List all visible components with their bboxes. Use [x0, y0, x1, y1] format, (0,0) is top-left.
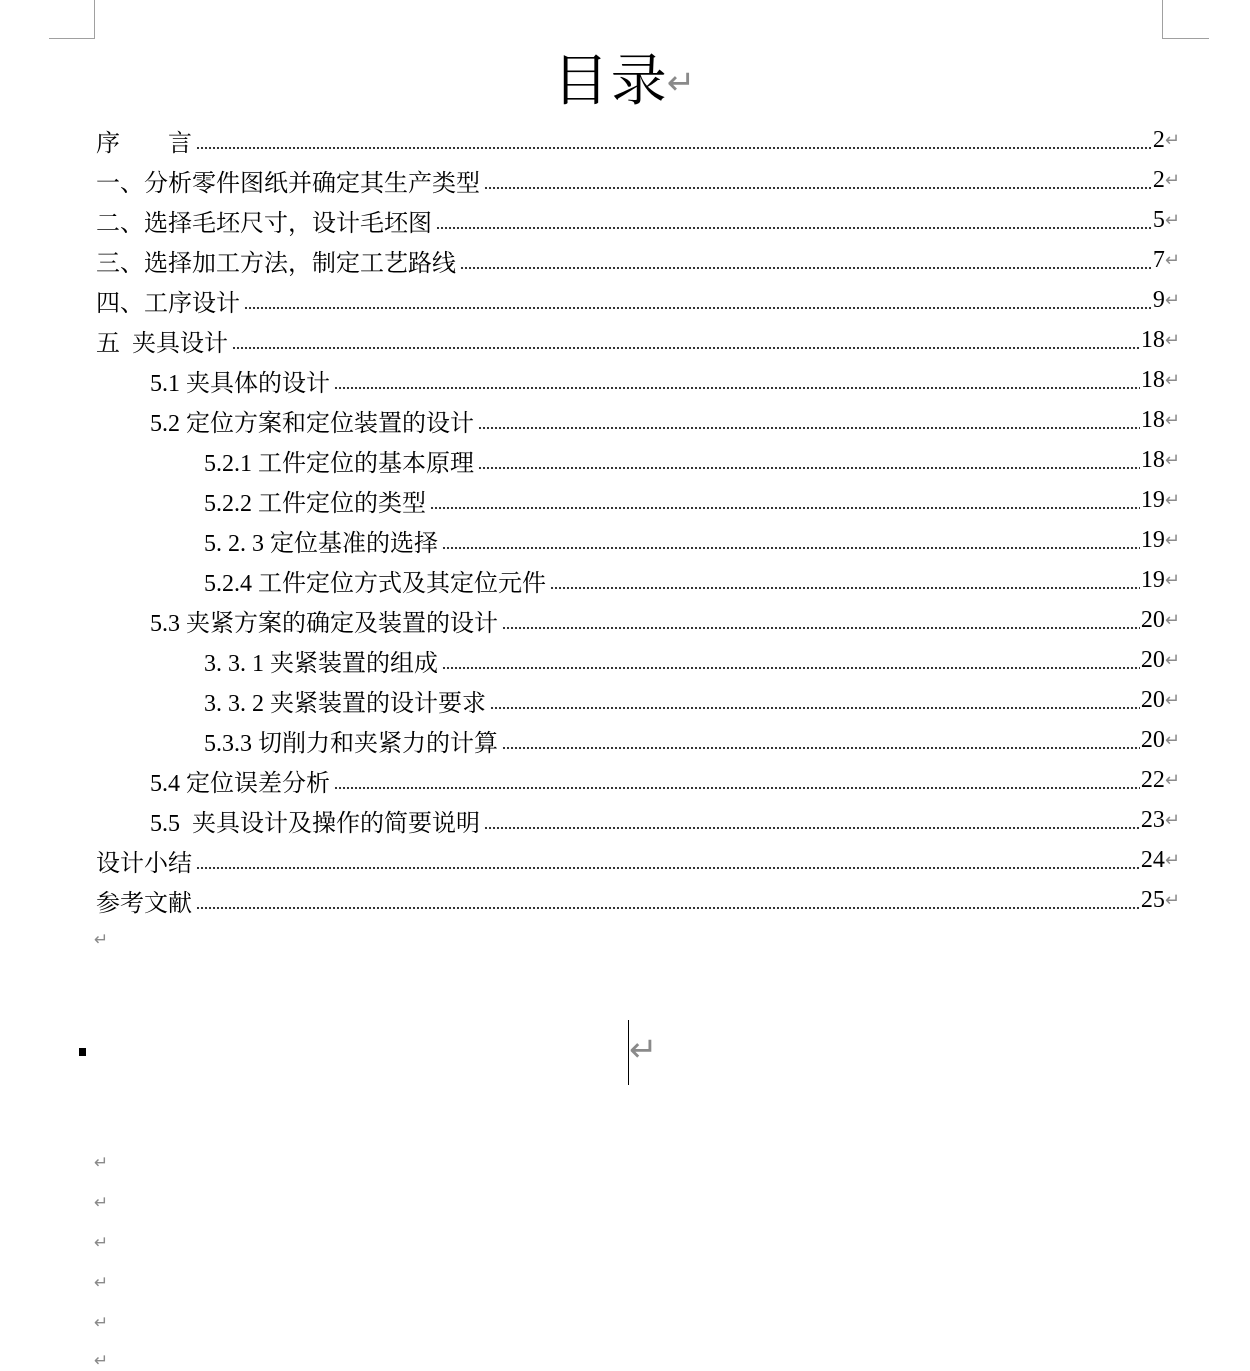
toc-entry-label: 五 夹具设计 — [96, 330, 228, 357]
paragraph-mark-icon: ↵ — [94, 1273, 109, 1293]
toc-entry-label: 3. 3. 2 夹紧装置的设计要求 — [204, 690, 486, 717]
toc-entry-label: 5.2 定位方案和定位装置的设计 — [150, 410, 474, 437]
paragraph-mark-icon: ↵ — [1164, 769, 1180, 791]
toc-entry-page: 19 — [1140, 486, 1165, 513]
dot-leader — [442, 648, 1140, 672]
toc-entry-label: 5.2.4 工件定位方式及其定位元件 — [204, 570, 546, 597]
paragraph-mark-icon: ↵ — [1164, 889, 1180, 911]
dot-leader — [502, 728, 1140, 752]
paragraph-mark-icon: ↵ — [1164, 449, 1180, 471]
toc-entry[interactable] — [96, 200, 1180, 240]
dot-leader — [334, 768, 1140, 792]
paragraph-mark-icon: ↵ — [1164, 809, 1180, 831]
toc-entry[interactable] — [96, 880, 1180, 920]
dot-leader — [244, 288, 1152, 312]
paragraph-mark-icon: ↵ — [94, 1153, 109, 1173]
toc-entry[interactable] — [96, 160, 1180, 200]
dot-leader — [460, 248, 1152, 272]
paragraph-mark-icon: ↵ — [1164, 169, 1180, 191]
toc-entry-page: 2 — [1152, 166, 1165, 193]
dot-leader — [196, 848, 1140, 872]
toc-title — [0, 44, 1250, 121]
section-break-bullet-icon — [79, 1048, 86, 1056]
toc-entry-page: 19 — [1140, 566, 1165, 593]
paragraph-mark-icon: ↵ — [94, 1233, 109, 1253]
toc-entry-page: 18 — [1140, 406, 1165, 433]
paragraph-mark-icon: ↵ — [1164, 329, 1180, 351]
dot-leader — [502, 608, 1140, 632]
toc-entry-label: 设计小结 — [96, 850, 192, 877]
paragraph-mark-icon: ↵ — [1164, 689, 1180, 711]
toc-entry-label: 5. 2. 3 定位基准的选择 — [204, 530, 438, 557]
page-corner-mark-top-right — [1162, 0, 1209, 39]
toc-entry-label: 三、选择加工方法，制定工艺路线 — [96, 250, 456, 277]
dot-leader — [478, 448, 1140, 472]
toc-entry-page: 22 — [1140, 766, 1165, 793]
toc-entry[interactable] — [150, 400, 1180, 440]
paragraph-mark-icon: ↵ — [94, 1313, 109, 1333]
toc-entry[interactable] — [96, 120, 1180, 160]
paragraph-mark-icon: ↵ — [1164, 369, 1180, 391]
toc-entry-page: 2 — [1152, 126, 1165, 153]
toc-entry-page: 25 — [1140, 886, 1165, 913]
dot-leader — [484, 168, 1152, 192]
toc-entry[interactable] — [96, 240, 1180, 280]
toc-entry-label: 5.2.1 工件定位的基本原理 — [204, 450, 474, 477]
page-corner-mark-top-left — [49, 0, 95, 39]
toc-entry[interactable] — [96, 280, 1180, 320]
dot-leader — [232, 328, 1140, 352]
toc-entry-label: 5.2.2 工件定位的类型 — [204, 490, 426, 517]
paragraph-mark-icon: ↵ — [1164, 289, 1180, 311]
toc-entry-label: 3. 3. 1 夹紧装置的组成 — [204, 650, 438, 677]
toc-entry[interactable] — [204, 640, 1180, 680]
dot-leader — [436, 208, 1152, 232]
toc-entry[interactable] — [150, 360, 1180, 400]
toc-entry[interactable] — [96, 840, 1180, 880]
paragraph-mark-icon: ↵ — [1164, 569, 1180, 591]
toc-entry-page: 20 — [1140, 726, 1165, 753]
paragraph-mark-icon: ↵ — [1164, 209, 1180, 231]
paragraph-mark-icon: ↵ — [94, 1193, 109, 1213]
toc-entry[interactable] — [150, 600, 1180, 640]
dot-leader — [196, 128, 1152, 152]
paragraph-mark-icon: ↵ — [1164, 729, 1180, 751]
toc-entry-page: 18 — [1140, 326, 1165, 353]
toc-entry[interactable] — [150, 760, 1180, 800]
toc-entry-page: 20 — [1140, 646, 1165, 673]
paragraph-mark-icon: ↵ — [1164, 489, 1180, 511]
toc-entry[interactable] — [150, 800, 1180, 840]
toc-entry-page: 19 — [1140, 526, 1165, 553]
paragraph-mark-icon: ↵ — [94, 1351, 109, 1371]
dot-leader — [484, 808, 1140, 832]
toc-entry-page: 24 — [1140, 846, 1165, 873]
paragraph-mark-icon: ↵ — [1164, 849, 1180, 871]
toc-entry-page: 18 — [1140, 366, 1165, 393]
toc-entry-page: 18 — [1140, 446, 1165, 473]
toc-entry-page: 20 — [1140, 686, 1165, 713]
toc-entry[interactable] — [204, 560, 1180, 600]
toc-entry-label: 5.5 夹具设计及操作的简要说明 — [150, 810, 480, 837]
toc-entry-page: 20 — [1140, 606, 1165, 633]
paragraph-mark-icon: ↵ — [629, 1030, 658, 1070]
toc-entry[interactable] — [96, 320, 1180, 360]
dot-leader — [430, 488, 1140, 512]
paragraph-mark-icon: ↵ — [1164, 529, 1180, 551]
dot-leader — [196, 888, 1140, 912]
toc-entry-page: 9 — [1152, 286, 1165, 313]
dot-leader — [490, 688, 1140, 712]
paragraph-mark-icon: ↵ — [1164, 409, 1180, 431]
toc-entry[interactable] — [204, 440, 1180, 480]
paragraph-mark-icon: ↵ — [1164, 609, 1180, 631]
dot-leader — [334, 368, 1140, 392]
dot-leader — [550, 568, 1140, 592]
dot-leader — [442, 528, 1140, 552]
toc-entry-page: 7 — [1152, 246, 1165, 273]
toc-entry-label: 5.4 定位误差分析 — [150, 770, 330, 797]
paragraph-mark-icon: ↵ — [1164, 649, 1180, 671]
toc-title-text: 目录 — [552, 51, 669, 113]
toc-entry-page: 5 — [1152, 206, 1165, 233]
toc-entry[interactable] — [204, 680, 1180, 720]
paragraph-mark-icon: ↵ — [1164, 249, 1180, 271]
toc-entry-page: 23 — [1140, 806, 1165, 833]
toc-entry-label: 二、选择毛坯尺寸，设计毛坯图 — [96, 210, 432, 237]
toc-entry[interactable] — [204, 720, 1180, 760]
paragraph-mark-icon: ↵ — [94, 930, 109, 950]
dot-leader — [478, 408, 1140, 432]
toc-entry-label: 序 言 — [96, 130, 192, 157]
paragraph-mark-icon: ↵ — [1164, 129, 1180, 151]
toc-entry-label: 参考文献 — [96, 890, 192, 917]
toc-entry-label: 5.3.3 切削力和夹紧力的计算 — [204, 730, 498, 757]
toc-entry[interactable] — [204, 480, 1180, 520]
paragraph-mark-icon: ↵ — [666, 63, 698, 103]
toc-entry[interactable] — [204, 520, 1180, 560]
toc-entry-label: 一、分析零件图纸并确定其生产类型 — [96, 170, 480, 197]
toc-entry-label: 四、工序设计 — [96, 290, 240, 317]
toc-entry-label: 5.1 夹具体的设计 — [150, 370, 330, 397]
toc-entry-label: 5.3 夹紧方案的确定及装置的设计 — [150, 610, 498, 637]
